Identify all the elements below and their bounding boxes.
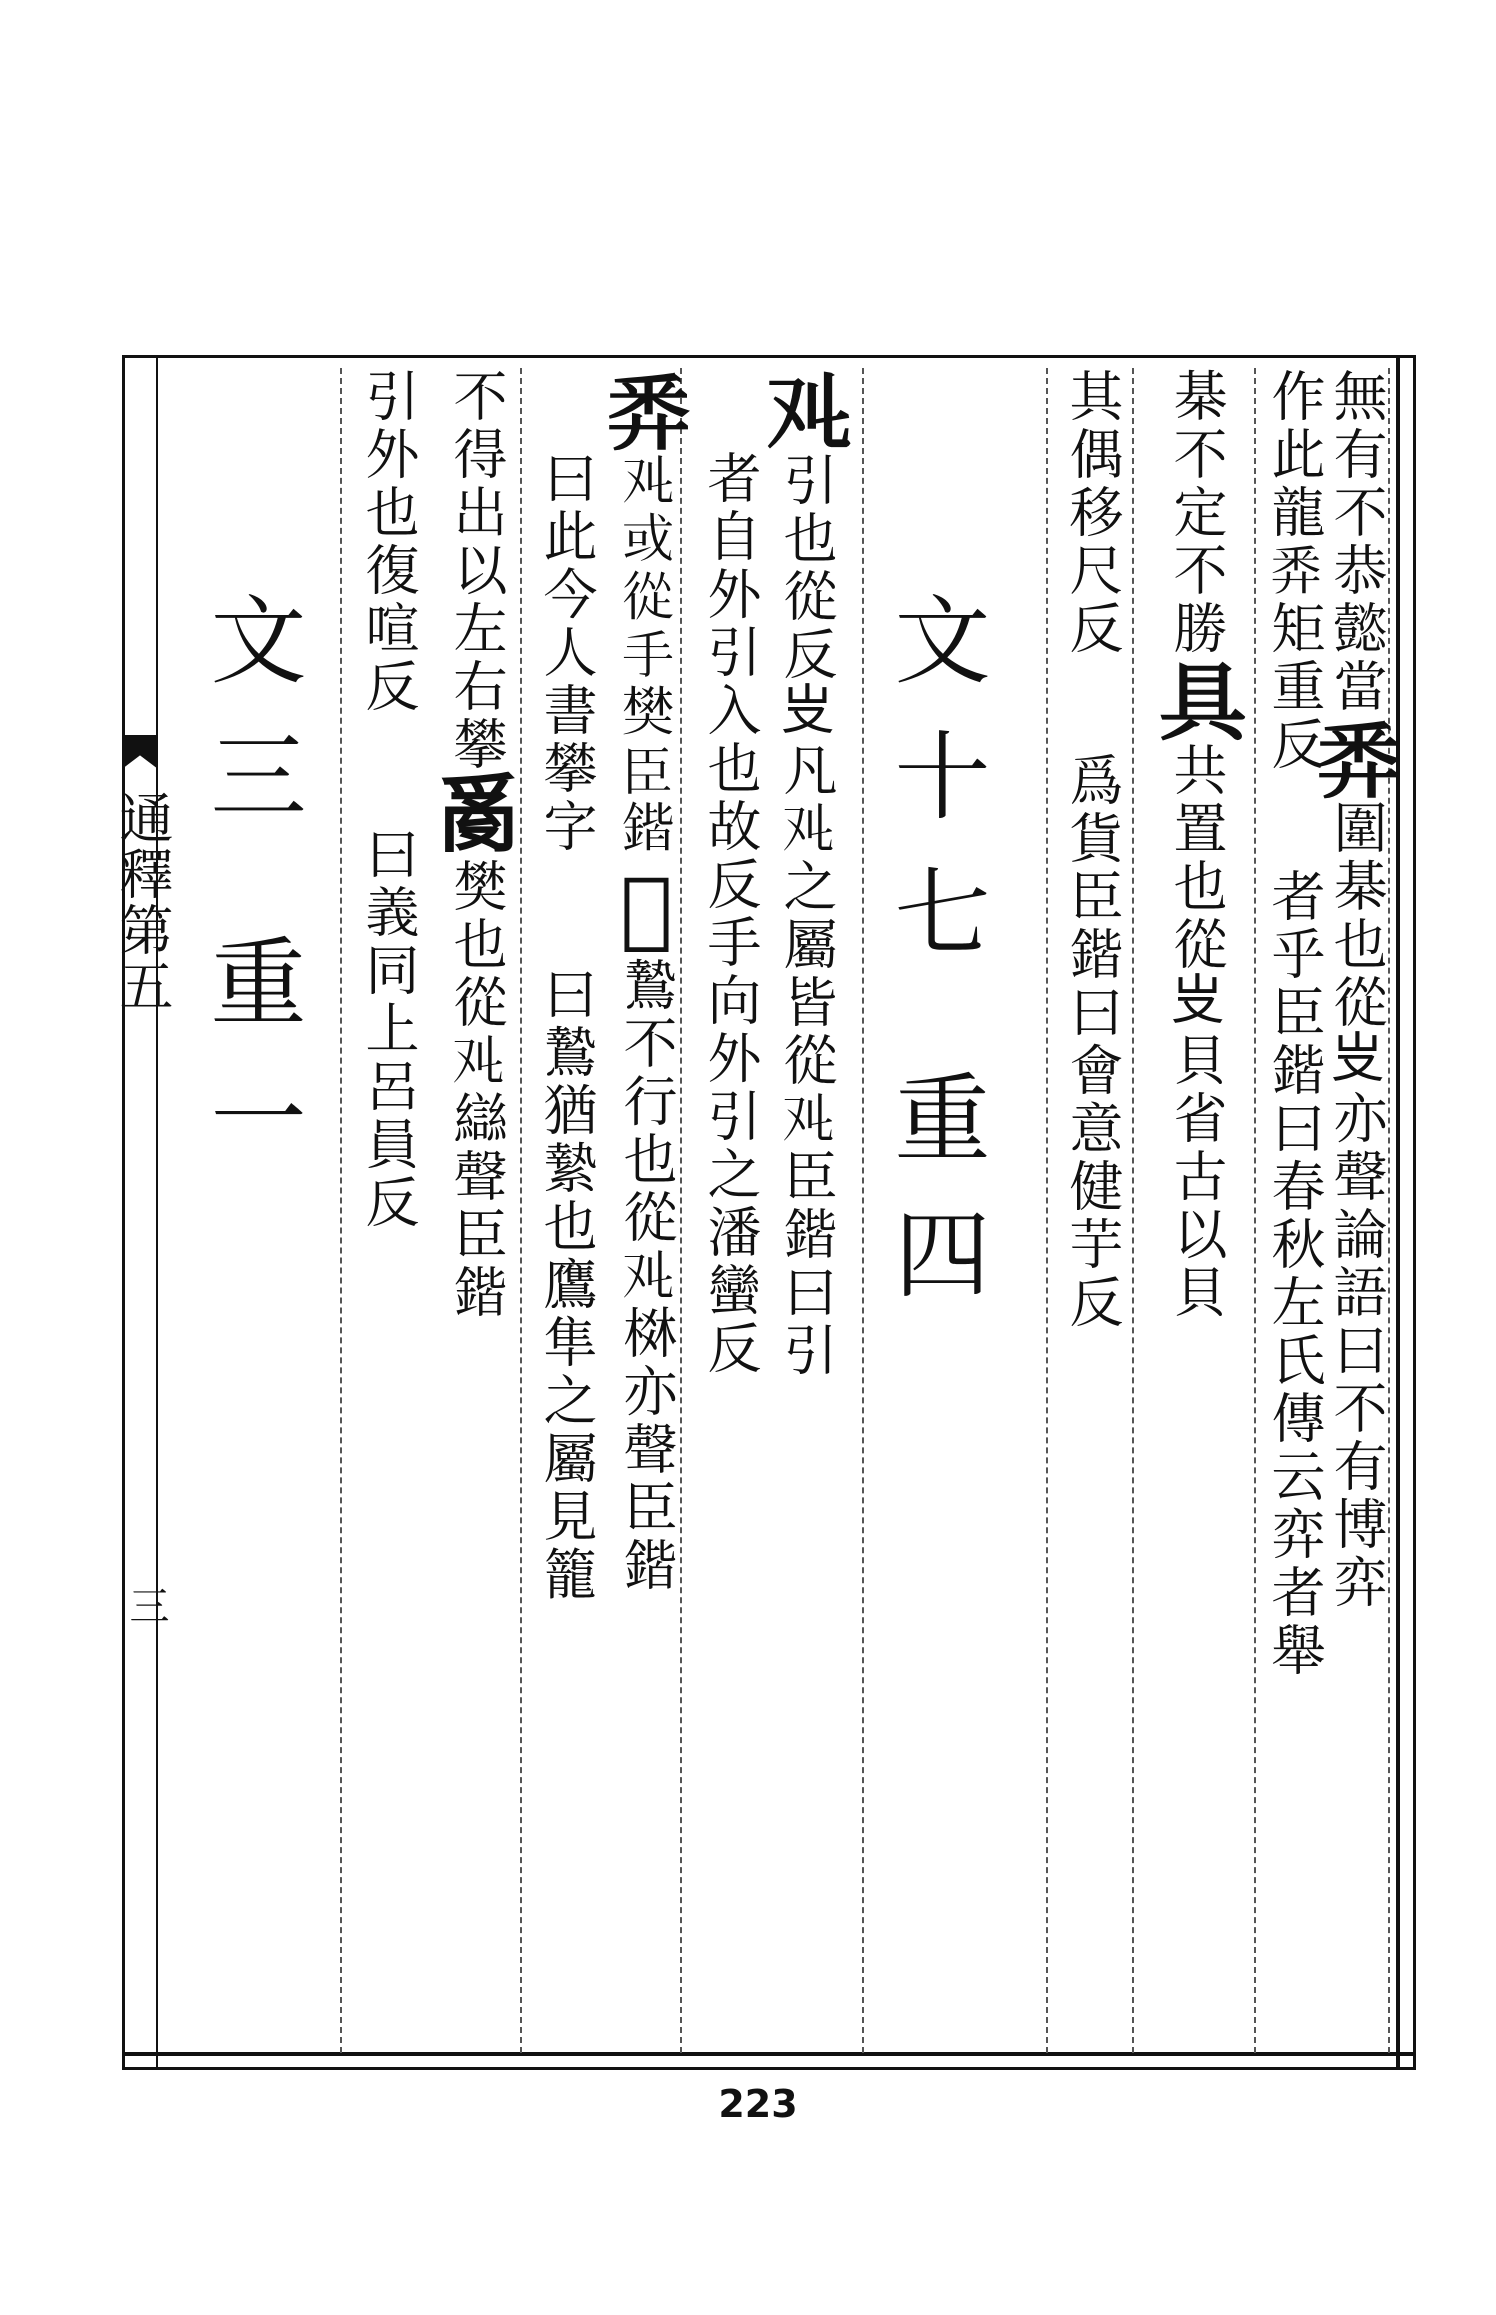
variant-count: 重四 — [879, 1068, 991, 1340]
spine-folio: 三 — [123, 1585, 169, 1625]
text-column-11 — [352, 368, 424, 1232]
seal-character: 𠬜 — [754, 368, 859, 452]
frame-right-border — [1396, 355, 1412, 2070]
column-text: 不得出以左右攀 — [445, 368, 508, 774]
column-text: 鷙不行也從𠬜棥亦聲臣鍇 — [615, 957, 678, 1595]
seal-character: 𤔔 — [424, 774, 529, 858]
column-text: 其偶移尺反 — [1061, 368, 1124, 658]
column-rule — [1254, 368, 1256, 2053]
column-text: 作此龍𢍏矩重反 — [1263, 368, 1326, 774]
spine-column — [122, 355, 158, 2070]
character-count-column — [880, 590, 990, 1340]
variant-count: 重一 — [195, 932, 307, 1204]
text-column-3 — [1144, 368, 1249, 1322]
text-column-1 — [1304, 368, 1409, 1612]
column-text: 無有不恭懿當 — [1325, 368, 1388, 716]
column-text: 者乎臣鍇曰春秋左氏傳云弈者舉 — [1263, 868, 1326, 1680]
column-text: 爲貨臣鍇曰會意健芋反 — [1061, 752, 1124, 1332]
column-rule — [520, 368, 522, 2053]
column-text: 共置也從𠬢貝省古以貝 — [1165, 742, 1228, 1322]
text-column-7 — [694, 450, 766, 1378]
spine-title: 通釋第五 — [111, 790, 174, 1014]
seal-character: 𤕨 — [594, 858, 699, 957]
seal-character: 𢍏 — [1304, 716, 1409, 800]
column-text: 𠬜或從手樊臣鍇 — [615, 452, 678, 858]
seal-character: 具 — [1144, 658, 1249, 742]
text-column-8 — [594, 368, 699, 1595]
text-column-4 — [1056, 368, 1128, 1332]
column-text: 樊也從𠬜䜌聲臣鍇 — [445, 858, 508, 1322]
column-text: 曰此今人書攀字 — [535, 450, 598, 856]
column-rule — [1132, 368, 1134, 2053]
character-count: 文十七 — [879, 590, 991, 998]
column-text: 引也從反𠬢凡𠬜之屬皆從𠬜臣鍇曰引 — [775, 452, 838, 1380]
column-text: 棊不定不勝 — [1165, 368, 1228, 658]
text-column-6 — [754, 368, 859, 1380]
text-column-10 — [424, 368, 529, 1322]
frame-bottom-border — [122, 2052, 1416, 2068]
column-text: 曰鷙猶縶也鷹隼之屬見籠 — [535, 966, 598, 1604]
column-text: 圍棊也從𠬢亦聲論語曰不有博弈 — [1325, 800, 1388, 1612]
character-count: 文三 — [195, 590, 307, 862]
seal-character: 𢍏 — [594, 368, 699, 452]
column-rule — [340, 368, 342, 2053]
column-rule — [862, 368, 864, 2053]
page-number: 223 — [718, 2082, 798, 2126]
text-column-2 — [1258, 368, 1330, 1680]
text-column-9 — [530, 450, 602, 1604]
column-text: 者自外引入也故反手向外引之潘蠻反 — [699, 450, 762, 1378]
column-text: 曰義同上呂員反 — [357, 826, 420, 1232]
column-text: 引外也復喧反 — [357, 368, 420, 716]
column-rule — [1046, 368, 1048, 2053]
character-count-column — [196, 590, 306, 1204]
